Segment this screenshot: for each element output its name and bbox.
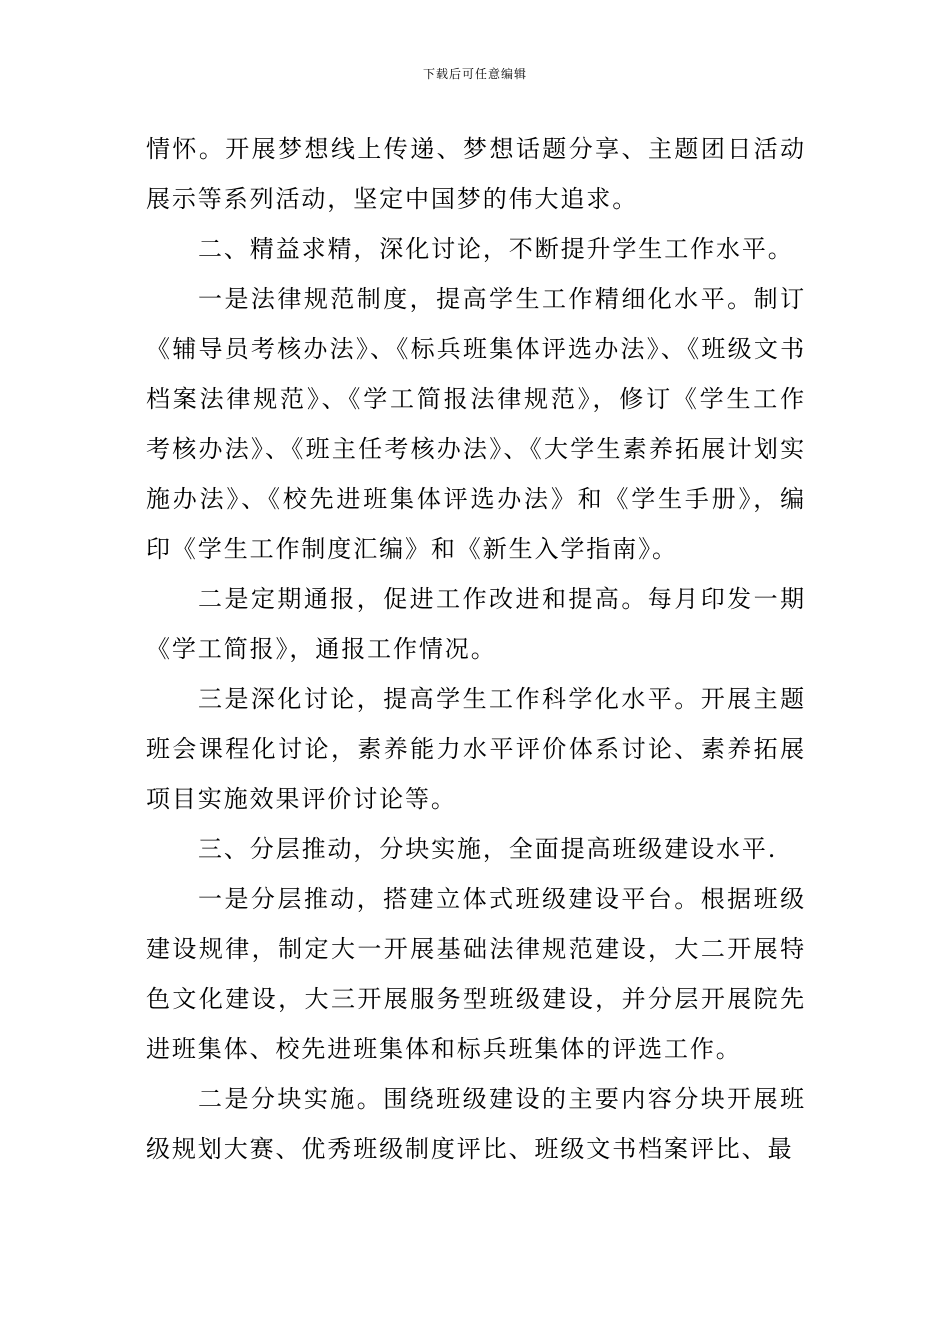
paragraph: 一是法律规范制度，提高学生工作精细化水平。制订《辅导员考核办法》、《标兵班集体评选办法》、《班级文书档案法律规范》、《学工简报法律规范》，修订《学生工作考核办法》、《班主任考核办法》、《大学生素养拓展计划实施办法》、《校先进班集体评选办法》和《学生手册》，编印《学生工作制度汇编》和《新生入学指南》。 [146,285,806,563]
paragraph: 二是分块实施。围绕班级建设的主要内容分块开展班级规划大赛、优秀班级制度评比、班级文书档案评比、最 [146,1085,806,1163]
page-header: 下载后可任意编辑 [422,67,527,81]
paragraph: 二是定期通报，促进工作改进和提高。每月印发一期《学工简报》，通报工作情况。 [146,585,806,663]
section-heading: 三、分层推动，分块实施，全面提高班级建设水平. [198,835,778,863]
section-heading: 二、精益求精，深化讨论，不断提升学生工作水平。 [198,235,794,263]
paragraph: 情怀。开展梦想线上传递、梦想话题分享、主题团日活动展示等系列活动，坚定中国梦的伟大追求。 [146,135,806,213]
document-body [146,124,806,1174]
paragraph: 一是分层推动，搭建立体式班级建设平台。根据班级建设规律，制定大一开展基础法律规范建设，大二开展特色文化建设，大三开展服务型班级建设，并分层开展院先进班集体、校先进班集体和标兵班集体的评选工作。 [146,885,806,1063]
paragraph: 三是深化讨论，提高学生工作科学化水平。开展主题班会课程化讨论，素养能力水平评价体系讨论、素养拓展项目实施效果评价讨论等。 [146,685,806,813]
